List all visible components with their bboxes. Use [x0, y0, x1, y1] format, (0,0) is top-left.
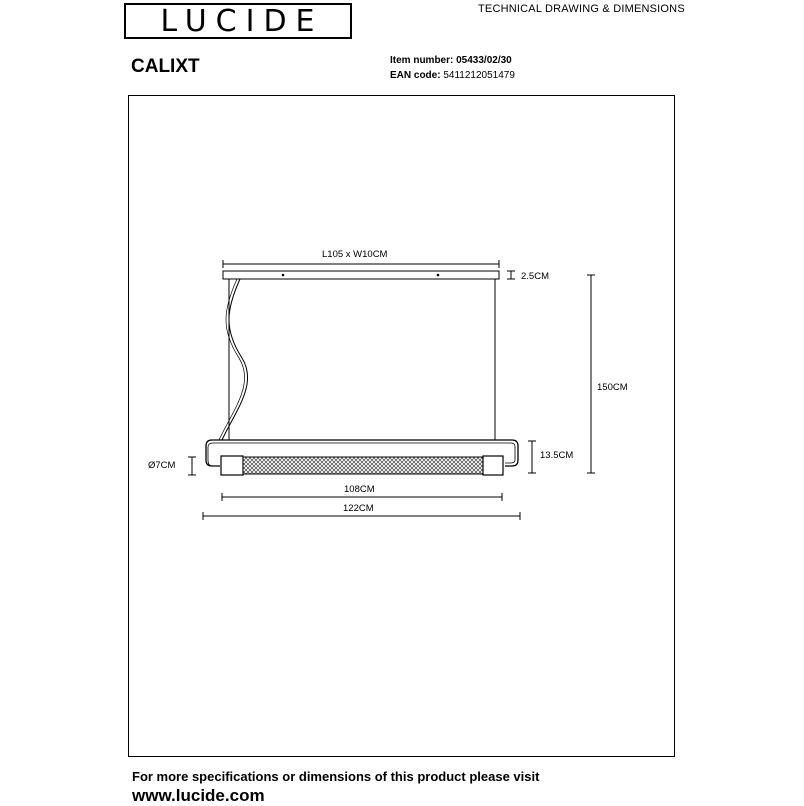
website-link[interactable]: www.lucide.com: [132, 786, 265, 805]
total-height-label: 150CM: [597, 382, 628, 393]
diameter-label: Ø7CM: [148, 460, 176, 471]
canopy-screw-right: [437, 274, 440, 277]
total-length-label: 122CM: [343, 503, 374, 514]
lamp-end-cap-right: [483, 456, 503, 475]
product-name: CALIXT: [131, 56, 200, 77]
brand-logo-text: LUCIDE: [160, 3, 324, 39]
item-number-value: 05433/02/30: [456, 55, 512, 66]
canopy-width-dimension: [223, 260, 499, 268]
canopy-height-dimension: [507, 271, 515, 279]
fixture-height-label: 13.5CM: [540, 450, 574, 461]
footer-info-text: For more specifications or dimensions of this product please visit: [132, 769, 540, 784]
canopy-dimension-label: L105 x W10CM: [322, 249, 388, 260]
item-number-label: Item number:: [390, 55, 454, 66]
ean-code-label: EAN code:: [390, 70, 441, 81]
tube-length-label: 108CM: [344, 484, 375, 495]
ceiling-canopy: [223, 271, 499, 279]
total-height-dimension: [587, 275, 595, 473]
ean-code-value: 5411212051479: [443, 70, 515, 81]
fixture-height-dimension: [528, 441, 536, 473]
lamp-end-cap-left: [221, 456, 243, 475]
canopy-height-label: 2.5CM: [521, 271, 549, 282]
power-cord-outline: [219, 279, 245, 440]
lamp-tube-mesh: [243, 457, 483, 474]
power-cord: [222, 279, 248, 440]
diameter-dimension: [188, 457, 196, 475]
document-type: TECHNICAL DRAWING & DIMENSIONS: [478, 3, 685, 15]
canopy-screw-left: [282, 274, 285, 277]
